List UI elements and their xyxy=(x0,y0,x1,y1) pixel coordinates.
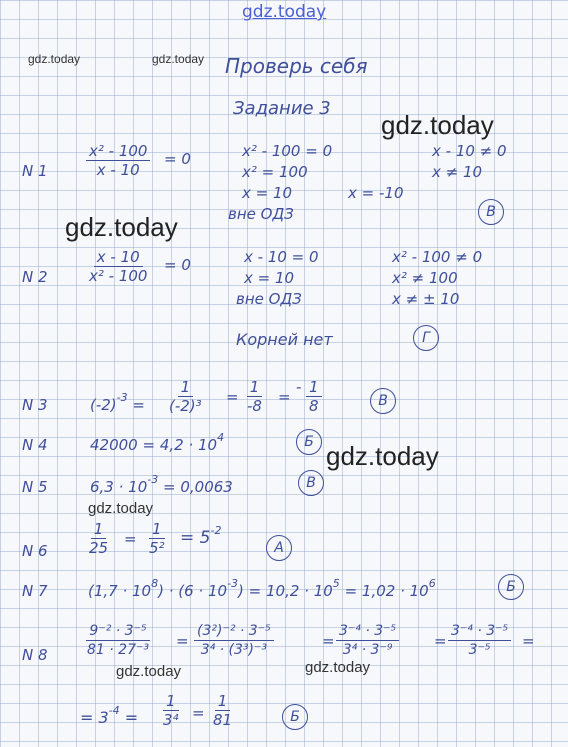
watermark-small: gdz.today xyxy=(28,52,81,66)
n1-outside-domain: вне ОДЗ xyxy=(228,205,294,223)
n7-expression xyxy=(88,577,436,600)
expression-text: (1,7 · 10 xyxy=(88,582,152,600)
watermark-big: gdz.today xyxy=(65,212,178,242)
fraction-numerator: 1 xyxy=(178,378,194,397)
n4-expression xyxy=(90,431,225,454)
equals-sign: = xyxy=(192,704,205,722)
equals-sign: = xyxy=(278,388,291,406)
n2-condition: x² - 100 ≠ 0 xyxy=(392,248,483,266)
fraction-numerator: 1 xyxy=(163,692,179,711)
fraction-numerator: 1 xyxy=(91,520,107,539)
n3-fraction xyxy=(244,378,265,415)
fraction-numerator: x - 10 xyxy=(94,248,143,267)
n6-fraction xyxy=(86,520,111,557)
fraction-numerator: x² - 100 xyxy=(86,142,150,161)
n2-outside-domain: вне ОДЗ xyxy=(236,290,302,308)
answer-circle: Б xyxy=(296,429,322,455)
expression-text: = 0,0063 xyxy=(163,478,233,496)
answer-circle: Б xyxy=(282,704,308,730)
fraction-denominator: 25 xyxy=(89,539,109,557)
watermark-small: gdz.today xyxy=(152,52,205,66)
n2-condition: x ≠ ± 10 xyxy=(392,290,460,308)
n5-expression xyxy=(90,473,233,496)
n2-step: x = 10 xyxy=(244,269,295,287)
equals-sign: = xyxy=(522,632,535,650)
watermark-small: gdz.today xyxy=(88,500,154,517)
equals-sign: = xyxy=(124,530,137,548)
exponent: 8 xyxy=(151,577,159,590)
fraction-numerator: 3⁻⁴ · 3⁻⁵ xyxy=(336,622,399,641)
equals-sign: = xyxy=(322,632,335,650)
exponent: -3 xyxy=(147,473,159,486)
answer-circle: Б xyxy=(498,574,524,600)
n1-equation xyxy=(86,142,150,179)
n6-result xyxy=(180,524,222,548)
site-watermark-top: gdz.today xyxy=(242,2,327,22)
answer-circle: В xyxy=(370,388,396,414)
equals-sign: = xyxy=(124,708,139,727)
exponent: -3 xyxy=(227,577,239,590)
exponent: -4 xyxy=(108,704,120,717)
problem-label: N 4 xyxy=(22,436,48,454)
n1-rhs: = 0 xyxy=(164,150,191,168)
problem-label: N 3 xyxy=(22,396,48,414)
fraction-numerator: 1 xyxy=(149,520,165,539)
fraction-numerator: 1 xyxy=(215,692,231,711)
n8-fraction xyxy=(160,692,182,729)
page-title: Проверь себя xyxy=(225,54,368,78)
expression-text: 42000 = 4,2 · 10 xyxy=(90,436,218,454)
expression-text: 6,3 · 10 xyxy=(90,478,148,496)
problem-label: N 1 xyxy=(22,162,48,180)
minus-sign: - xyxy=(296,378,302,396)
n3-base xyxy=(90,391,145,414)
n2-equation xyxy=(86,248,150,285)
fraction-denominator: 8 xyxy=(309,397,319,415)
exponent: -2 xyxy=(210,524,222,537)
n1-step: x = -10 xyxy=(348,184,404,202)
equals-sign: = xyxy=(226,388,239,406)
watermark-small: gdz.today xyxy=(116,663,182,680)
power-base: (-2) xyxy=(90,396,117,414)
problem-label: N 7 xyxy=(22,582,48,600)
equals-sign: = xyxy=(132,396,145,414)
equals-sign: = xyxy=(176,632,189,650)
n1-step: x² = 100 xyxy=(242,163,308,181)
task-title: Задание 3 xyxy=(233,98,331,119)
expression-text: ) · (6 · 10 xyxy=(158,582,228,600)
n2-rhs: = 0 xyxy=(164,256,191,274)
exponent: 4 xyxy=(217,431,225,444)
fraction-denominator: 3⁴ xyxy=(163,711,179,729)
problem-label: N 5 xyxy=(22,478,48,496)
fraction-denominator: -8 xyxy=(247,397,262,415)
n1-condition: x - 10 ≠ 0 xyxy=(432,142,507,160)
fraction-denominator: 3⁻⁵ xyxy=(468,642,491,658)
problem-label: N 2 xyxy=(22,268,48,286)
n8-fraction xyxy=(84,622,152,659)
exponent: 6 xyxy=(428,577,436,590)
watermark-big: gdz.today xyxy=(326,441,439,471)
problem-label: N 6 xyxy=(22,542,48,560)
expression-text: = 3 xyxy=(80,708,109,727)
expression-text: ) = 10,2 · 10 xyxy=(238,582,333,600)
n8-fraction xyxy=(194,622,274,659)
fraction-denominator: 5² xyxy=(149,539,165,557)
answer-circle: В xyxy=(298,470,324,496)
problem-label: N 8 xyxy=(22,646,48,664)
n3-fraction xyxy=(306,378,322,415)
answer-circle: В xyxy=(478,199,504,225)
no-roots-text: Корней нет xyxy=(236,330,333,349)
n8-line2 xyxy=(80,704,139,727)
fraction-denominator: 3⁴ · (3³)⁻³ xyxy=(200,642,268,658)
fraction-denominator: 3⁴ · 3⁻⁹ xyxy=(342,642,393,658)
n8-fraction xyxy=(210,692,235,729)
expression-text: = 5 xyxy=(180,528,211,548)
fraction-denominator: 81 · 27⁻³ xyxy=(87,642,149,658)
n3-fraction xyxy=(166,378,205,415)
fraction-denominator: x² - 100 xyxy=(89,267,148,285)
n1-condition: x ≠ 10 xyxy=(432,163,483,181)
fraction-numerator: 1 xyxy=(306,378,322,397)
answer-circle: А xyxy=(266,535,292,561)
fraction-denominator: x - 10 xyxy=(96,161,140,179)
watermark-big: gdz.today xyxy=(381,110,494,140)
fraction-numerator: 9⁻² · 3⁻⁵ xyxy=(86,622,149,641)
fraction-denominator: 81 xyxy=(213,711,233,729)
fraction-numerator: (3²)⁻² · 3⁻⁵ xyxy=(194,622,274,641)
equals-sign: = xyxy=(434,632,447,650)
n8-fraction xyxy=(448,622,511,659)
exponent: -3 xyxy=(116,391,128,404)
fraction-denominator: (-2)³ xyxy=(169,397,202,415)
n2-step: x - 10 = 0 xyxy=(244,248,319,266)
fraction-numerator: 3⁻⁴ · 3⁻⁵ xyxy=(448,622,511,641)
n8-fraction xyxy=(336,622,399,659)
n2-condition: x² ≠ 100 xyxy=(392,269,458,287)
expression-text: = 1,02 · 10 xyxy=(344,582,429,600)
n1-step: x = 10 xyxy=(242,184,293,202)
answer-circle: Г xyxy=(413,325,439,351)
n1-step: x² - 100 = 0 xyxy=(242,142,333,160)
exponent: 5 xyxy=(332,577,340,590)
n6-fraction xyxy=(146,520,168,557)
watermark-small: gdz.today xyxy=(305,659,371,676)
fraction-numerator: 1 xyxy=(247,378,263,397)
